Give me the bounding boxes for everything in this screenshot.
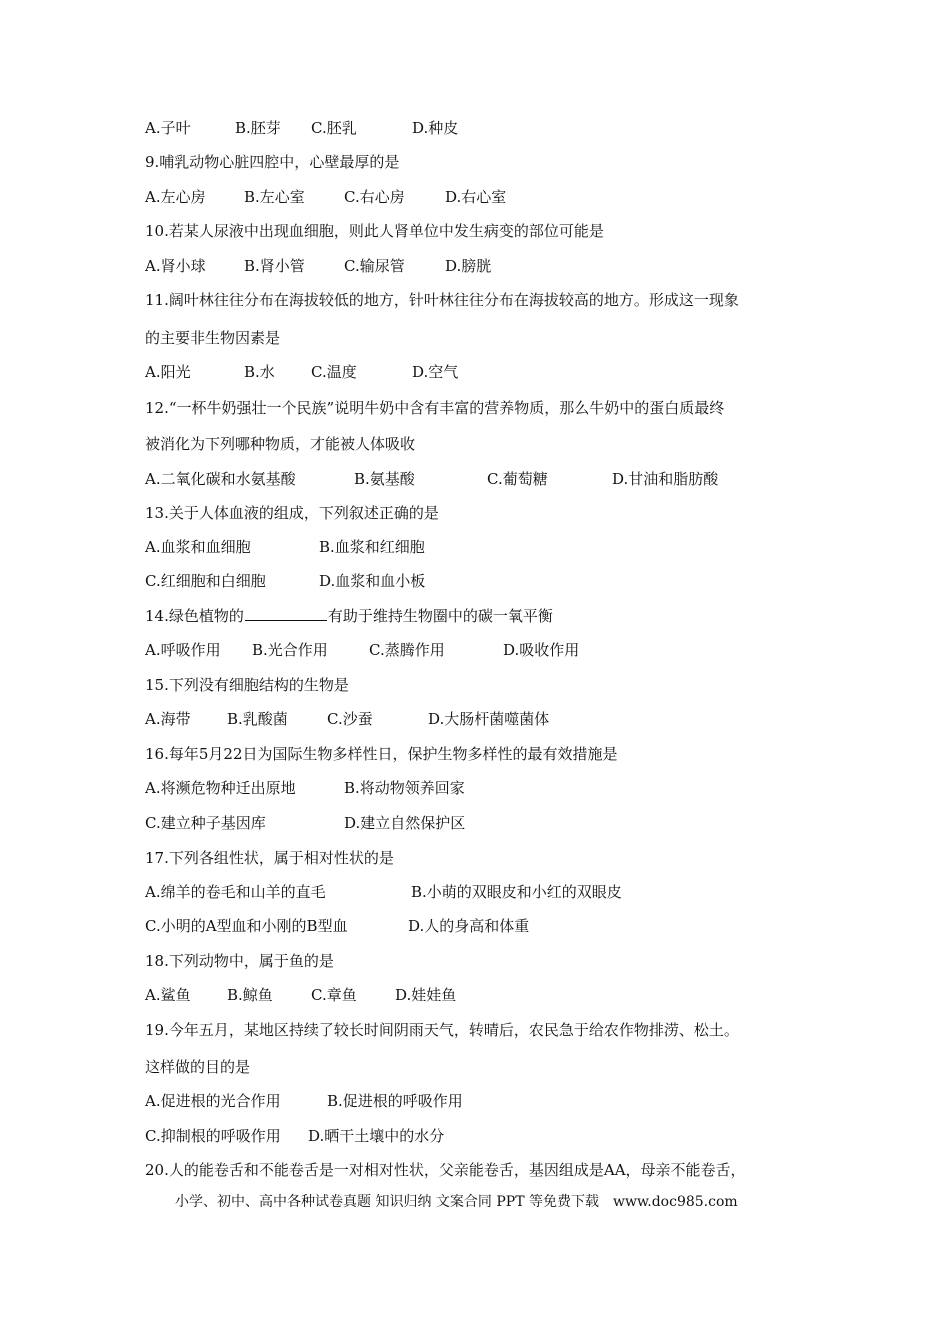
q17-option-c: C.小明的A型血和小刚的B型血 <box>145 917 348 935</box>
q11-option-b: B.水 <box>244 363 275 381</box>
q18-option-b: B.鲸鱼 <box>227 986 273 1004</box>
q13-option-c: C.红细胞和白细胞 <box>145 572 266 590</box>
q12-option-a: A.二氧化碳和水氨基酸 <box>145 470 296 488</box>
q14-option-b: B.光合作用 <box>252 641 328 659</box>
q10-option-d: D.膀胱 <box>445 257 492 275</box>
q19-option-a: A.促进根的光合作用 <box>145 1092 281 1110</box>
q12-stem-line2: 被消化为下列哪种物质，才能被人体吸收 <box>145 435 416 453</box>
q14-stem-after: 有助于维持生物圈中的碳一氧平衡 <box>327 607 553 625</box>
q12-option-d: D.甘油和脂肪酸 <box>612 470 719 488</box>
q17-option-b: B.小萌的双眼皮和小红的双眼皮 <box>411 883 622 901</box>
q14-option-c: C.蒸腾作用 <box>369 641 445 659</box>
q11-stem-line2: 的主要非生物因素是 <box>145 329 281 347</box>
q13-option-b: B.血浆和红细胞 <box>319 538 425 556</box>
q15-option-a: A.海带 <box>145 710 191 728</box>
q8-option-c: C.胚乳 <box>311 119 357 137</box>
q15-option-b: B.乳酸菌 <box>227 710 288 728</box>
q12-option-c: C.葡萄糖 <box>487 470 548 488</box>
q11-option-a: A.阳光 <box>145 363 191 381</box>
q16-option-b: B.将动物领养回家 <box>344 779 465 797</box>
q15-option-d: D.大肠杆菌噬菌体 <box>428 710 550 728</box>
q9-option-d: D.右心室 <box>445 188 507 206</box>
q9-option-a: A.左心房 <box>145 188 206 206</box>
q8-option-d: D.种皮 <box>412 119 459 137</box>
q15-stem: 15.下列没有细胞结构的生物是 <box>145 676 349 694</box>
q10-stem: 10.若某人尿液中出现血细胞，则此人肾单位中发生病变的部位可能是 <box>145 222 604 240</box>
q16-option-c: C.建立种子基因库 <box>145 814 266 832</box>
q11-option-c: C.温度 <box>311 363 357 381</box>
q10-option-a: A.肾小球 <box>145 257 206 275</box>
q20-stem-line1: 20.人的能卷舌和不能卷舌是一对相对性状，父亲能卷舌，基因组成是AA，母亲不能卷舌， <box>145 1161 746 1179</box>
q12-stem-line1: 12.“一杯牛奶强壮一个民族”说明牛奶中含有丰富的营养物质，那么牛奶中的蛋白质最终 <box>145 399 725 417</box>
q17-option-a: A.绵羊的卷毛和山羊的直毛 <box>145 883 326 901</box>
q8-option-a: A.子叶 <box>145 119 191 137</box>
q9-option-c: C.右心房 <box>344 188 405 206</box>
q17-stem: 17.下列各组性状，属于相对性状的是 <box>145 849 394 867</box>
q9-stem: 9.哺乳动物心脏四腔中，心壁最厚的是 <box>145 153 400 171</box>
q16-stem: 16.每年5月22日为国际生物多样性日，保护生物多样性的最有效措施是 <box>145 745 618 763</box>
q14-option-d: D.吸收作用 <box>503 641 580 659</box>
q18-option-a: A.鲨鱼 <box>145 986 191 1004</box>
q11-stem-line1: 11.阔叶林往往分布在海拔较低的地方，针叶林往往分布在海拔较高的地方。形成这一现象 <box>145 291 739 309</box>
q19-stem-line2: 这样做的目的是 <box>145 1058 251 1076</box>
q19-option-c: C.抑制根的呼吸作用 <box>145 1127 281 1145</box>
q10-option-c: C.输尿管 <box>344 257 405 275</box>
q13-stem: 13.关于人体血液的组成，下列叙述正确的是 <box>145 504 439 522</box>
q14-blank <box>245 606 327 621</box>
q10-option-b: B.肾小管 <box>244 257 305 275</box>
q19-stem-line1: 19.今年五月，某地区持续了较长时间阴雨天气，转晴后，农民急于给农作物排涝、松土。 <box>145 1021 739 1039</box>
q13-option-a: A.血浆和血细胞 <box>145 538 251 556</box>
q14-option-a: A.呼吸作用 <box>145 641 221 659</box>
q17-option-d: D.人的身高和体重 <box>408 917 530 935</box>
q12-option-b: B.氨基酸 <box>354 470 415 488</box>
q14-stem-before: 14.绿色植物的 <box>145 607 244 625</box>
q16-option-a: A.将濒危物种迁出原地 <box>145 779 296 797</box>
q15-option-c: C.沙蚕 <box>327 710 373 728</box>
q19-option-d: D.晒干土壤中的水分 <box>308 1127 445 1145</box>
q11-option-d: D.空气 <box>412 363 459 381</box>
q18-option-c: C.章鱼 <box>311 986 357 1004</box>
q18-option-d: D.娃娃鱼 <box>395 986 457 1004</box>
q19-option-b: B.促进根的呼吸作用 <box>327 1092 463 1110</box>
q14-stem <box>145 606 553 626</box>
q9-option-b: B.左心室 <box>244 188 305 206</box>
q13-option-d: D.血浆和血小板 <box>319 572 426 590</box>
page-footer: 小学、初中、高中各种试卷真题 知识归纳 文案合同 PPT 等免费下载 www.doc985.com <box>175 1194 738 1210</box>
q8-option-b: B.胚芽 <box>235 119 281 137</box>
q16-option-d: D.建立自然保护区 <box>344 814 466 832</box>
q18-stem: 18.下列动物中，属于鱼的是 <box>145 952 334 970</box>
